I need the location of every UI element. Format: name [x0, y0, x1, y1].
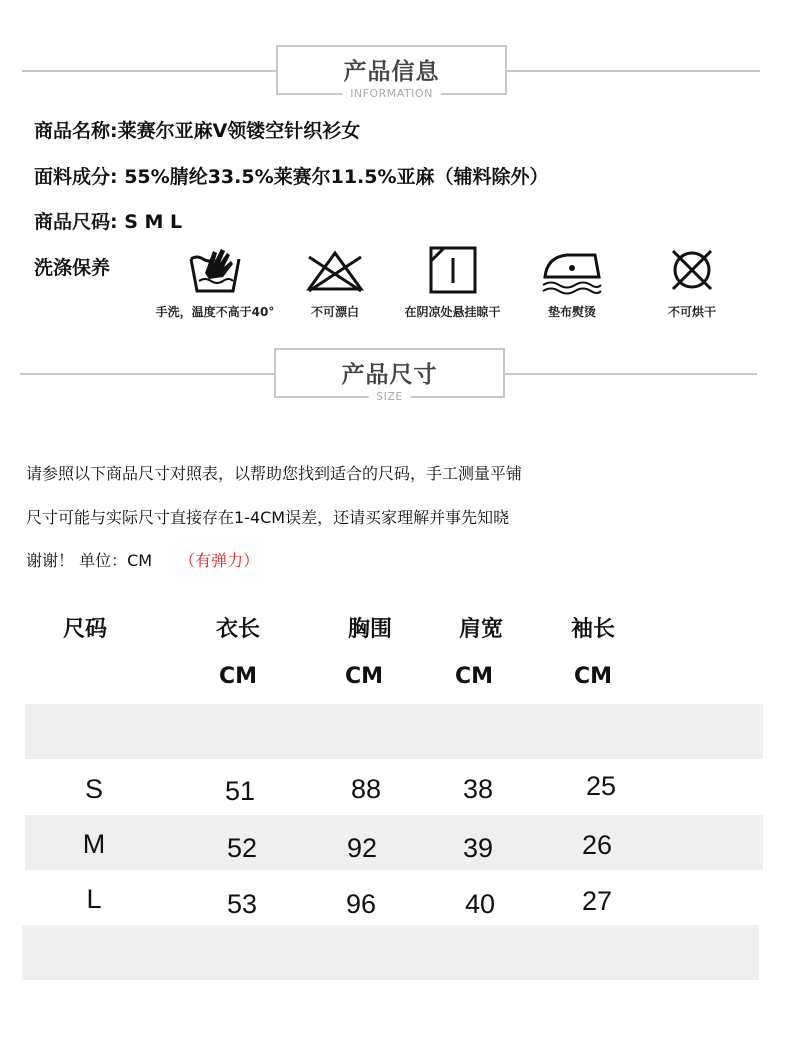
cell-length: 52: [226, 833, 258, 863]
cell-bust: 96: [345, 889, 377, 919]
care-caption: 手洗，温度不高于40°: [155, 305, 275, 319]
cell-sleeve: 25: [585, 771, 617, 801]
stretch-note: （有弹力）: [179, 551, 260, 570]
hand-wash-icon: [187, 245, 243, 295]
care-item-hand-wash: [140, 245, 290, 320]
size-section-header: [0, 348, 790, 402]
care-instructions: [0, 245, 790, 330]
iron-with-cloth-icon: [539, 245, 605, 295]
column-unit: CM: [218, 664, 258, 689]
care-caption: 在阴凉处悬挂晾干: [404, 305, 501, 319]
column-header-size: 尺码: [62, 617, 107, 642]
size-note-line-3: [26, 548, 259, 571]
unit-note: 谢谢！ 单位：CM: [26, 551, 153, 570]
cell-sleeve: 26: [581, 830, 613, 860]
cell-shoulder: 40: [464, 889, 496, 919]
care-caption: 垫布熨烫: [547, 305, 596, 319]
product-sizes: 商品尺码: S M L: [34, 211, 183, 233]
no-tumble-dry-icon: [665, 245, 719, 295]
table-band: [22, 925, 759, 980]
care-item-iron: [532, 245, 612, 320]
section-subtitle: INFORMATION: [342, 87, 441, 100]
cell-bust: 88: [350, 774, 382, 804]
section-subtitle: SIZE: [368, 390, 411, 403]
header-box: [276, 45, 507, 100]
info-section-header: [0, 45, 790, 99]
line-dry-shade-icon: [428, 245, 478, 295]
header-box: [274, 348, 505, 403]
size-note-line-2: 尺寸可能与实际尺寸直接存在1-4CM误差，还请买家理解并事先知晓: [26, 508, 510, 527]
fabric-composition: 面料成分: 55%腈纶33.5%莱赛尔11.5%亚麻（辅料除外）: [34, 166, 549, 188]
header-rule-left: [22, 70, 278, 72]
cell-sleeve: 27: [581, 886, 613, 916]
care-item-no-bleach: [295, 245, 375, 320]
column-header-sleeve: 袖长: [570, 617, 615, 642]
header-rule-right: [505, 70, 760, 72]
no-bleach-icon: [303, 245, 367, 295]
table-row: [0, 815, 790, 871]
cell-bust: 92: [346, 833, 378, 863]
cell-shoulder: 39: [462, 833, 494, 863]
column-header-shoulder: 肩宽: [458, 617, 503, 642]
care-caption: 不可烘干: [667, 305, 716, 319]
table-band: [25, 704, 763, 759]
cell-size: L: [86, 884, 102, 914]
cell-length: 51: [224, 776, 256, 806]
size-table-header: [0, 612, 790, 702]
column-header-bust: 胸围: [347, 617, 392, 642]
section-title: 产品尺寸: [341, 362, 438, 388]
section-title: 产品信息: [343, 59, 440, 85]
column-unit: CM: [344, 664, 384, 689]
column-header-length: 衣长: [215, 617, 260, 642]
header-rule-right: [503, 373, 757, 375]
cell-size: S: [84, 774, 103, 804]
table-row: [0, 760, 790, 816]
product-name: 商品名称:莱赛尔亚麻V领镂空针织衫女: [34, 120, 361, 142]
size-note-line-1: 请参照以下商品尺寸对照表，以帮助您找到适合的尺码，手工测量平铺: [26, 464, 523, 483]
care-caption: 不可漂白: [310, 305, 359, 319]
header-rule-left: [20, 373, 276, 375]
table-row: [0, 870, 790, 926]
care-item-no-dry: [652, 245, 732, 320]
care-label: 洗涤保养: [34, 257, 111, 279]
column-unit: CM: [454, 664, 494, 689]
cell-length: 53: [226, 889, 258, 919]
cell-shoulder: 38: [462, 774, 494, 804]
care-item-line-dry: [390, 245, 515, 320]
cell-size: M: [82, 829, 106, 859]
column-unit: CM: [573, 664, 613, 689]
